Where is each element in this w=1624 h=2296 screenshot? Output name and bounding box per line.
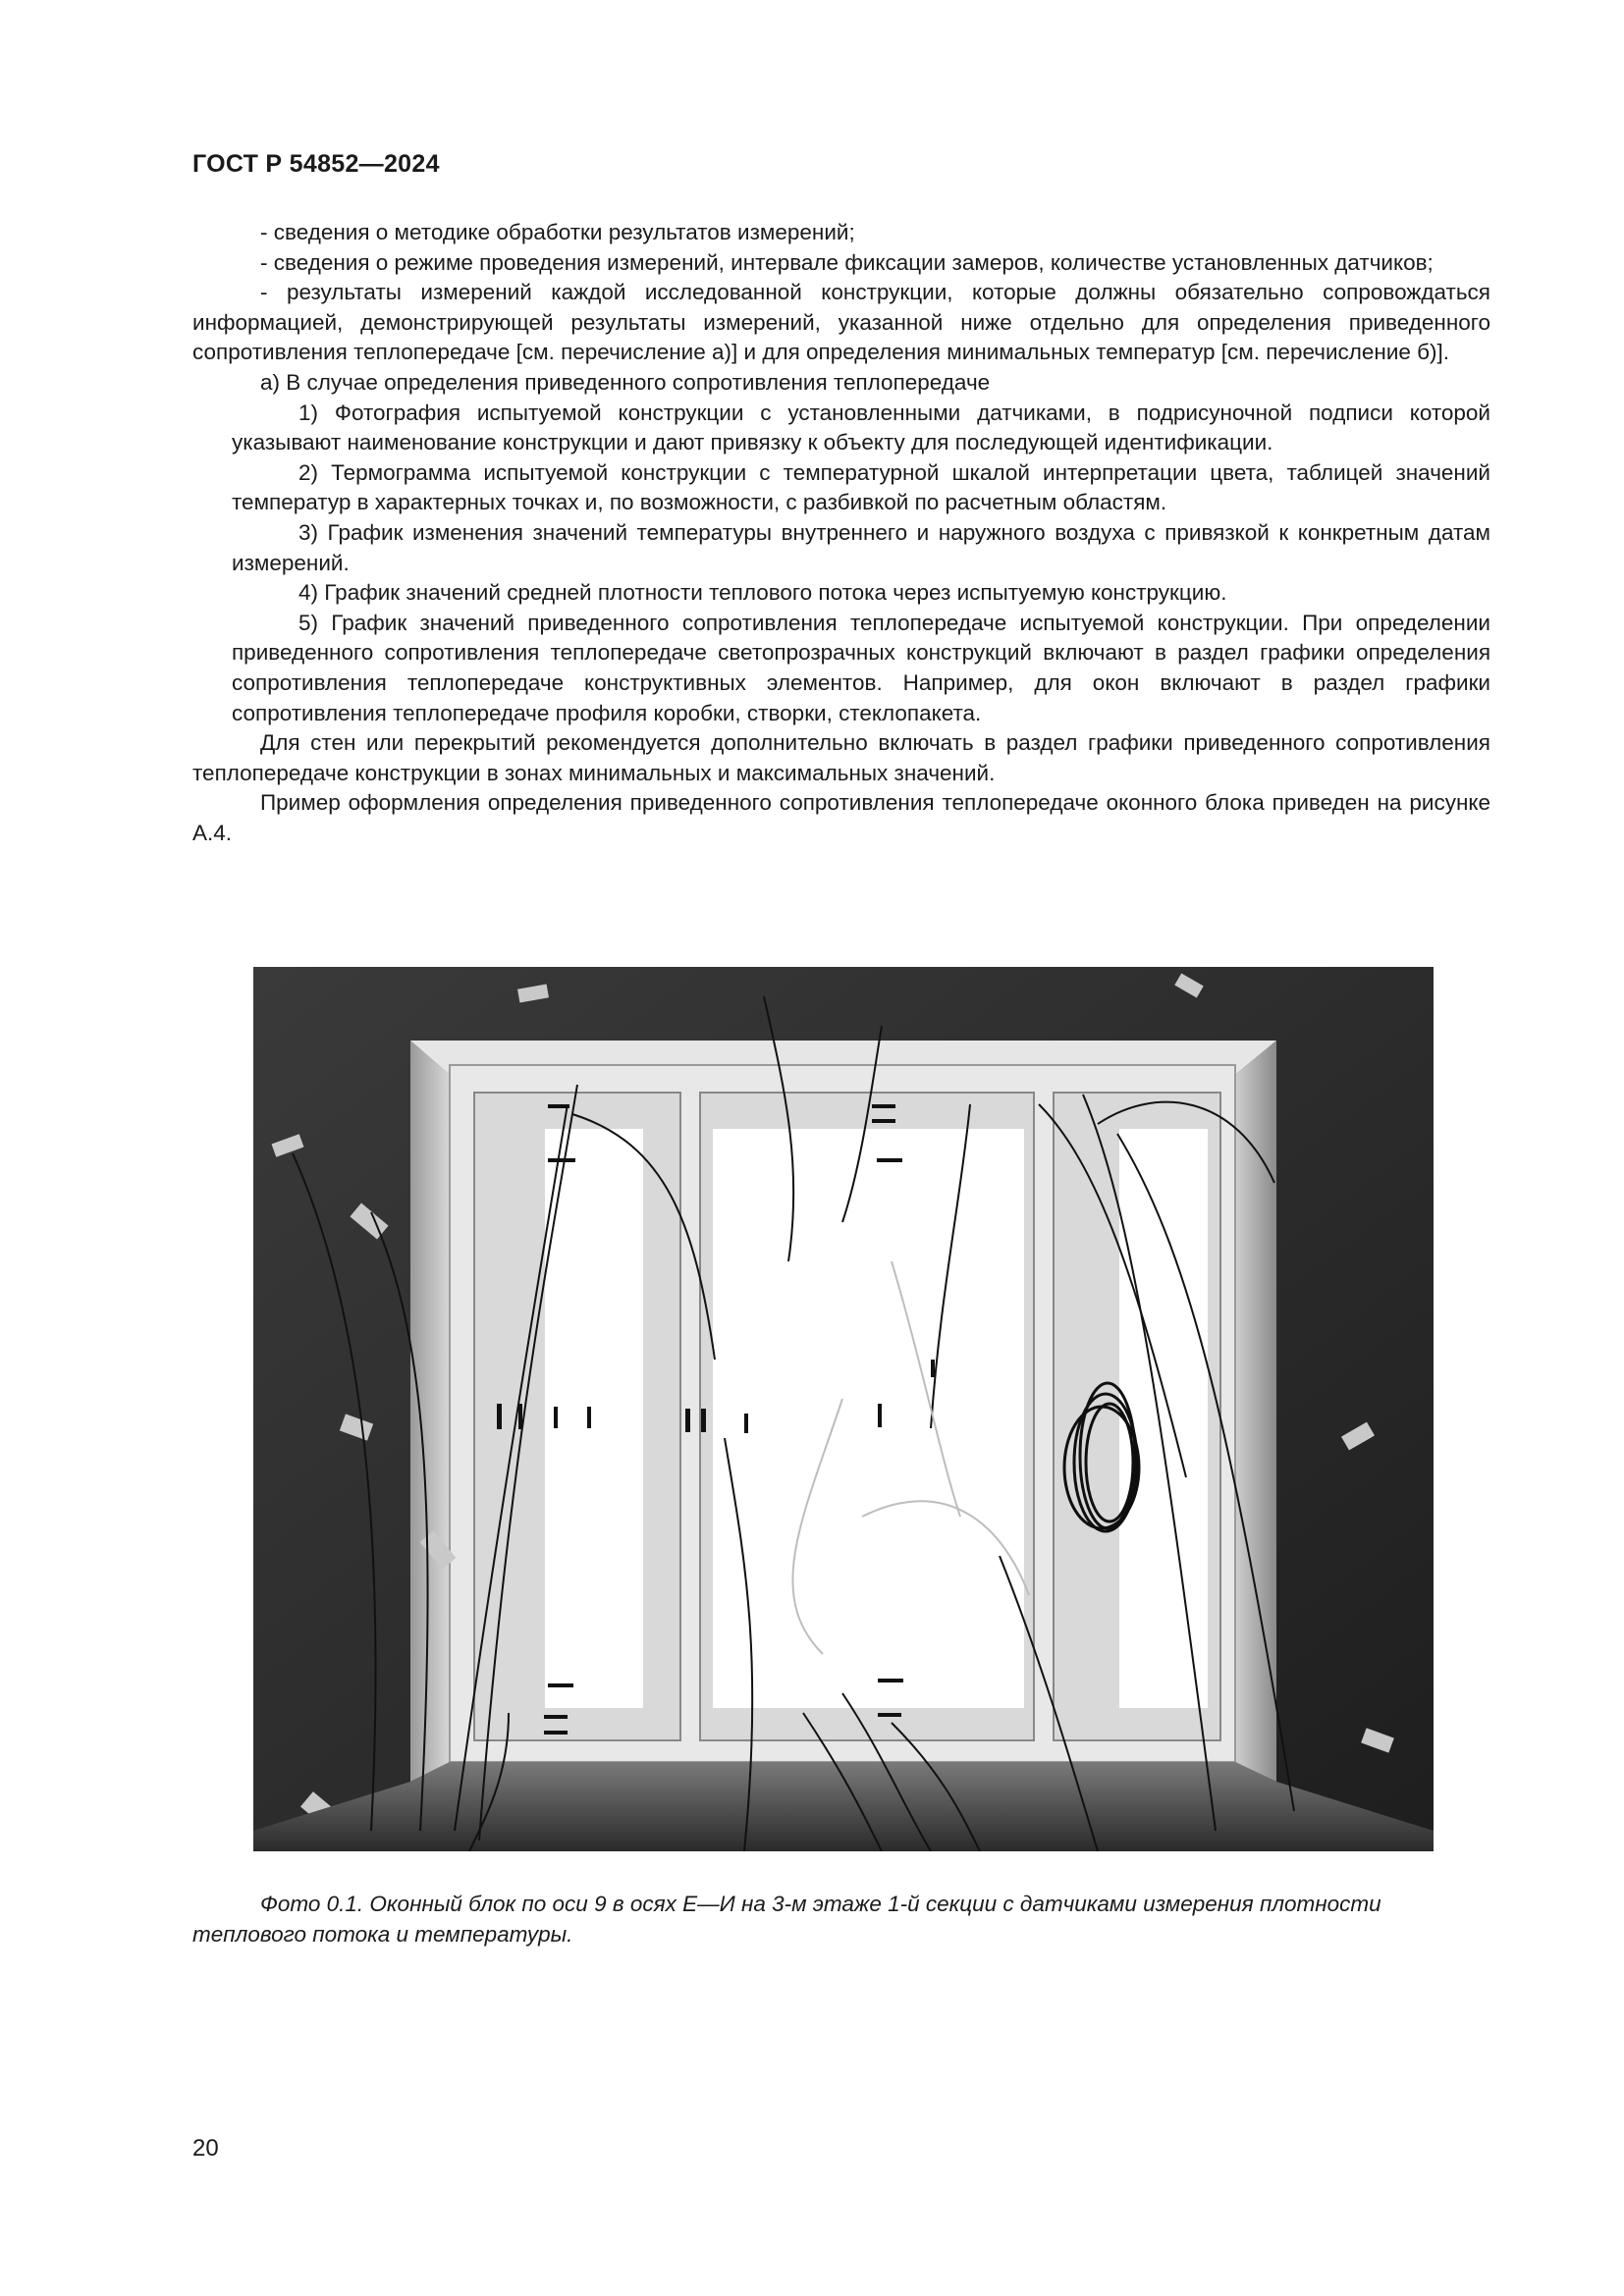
subitem-3-air-temperature-graph: 3) График изменения значений температуры внутреннего и наружного воздуха с привязкой к конкретным датам измерений.: [232, 519, 1490, 575]
item-a: а) В случае определения приведенного сопротивления теплопередаче: [260, 369, 991, 395]
window-photo-illustration: [253, 967, 1434, 1851]
reveal-left: [410, 1041, 450, 1782]
bullet-measurement-results: - результаты измерений каждой исследованной конструкции, которые должны обязательно сопровождаться информацией, демонстрирующей результаты измерений, указанной ниже отдельно для определения приведенного сопротивления теплопередаче [см. перечисление а)] и для определения минимальных температур [см. перечисление б)].: [192, 280, 1490, 365]
page-number: 20: [192, 2135, 219, 2162]
document-header: ГОСТ Р 54852—2024: [192, 150, 440, 178]
glass-left: [545, 1129, 643, 1708]
glass-middle: [713, 1129, 1024, 1708]
subitem-5-resistance-graph: 5) График значений приведенного сопротивления теплопередаче испытуемой конструкции. При определении приведенного сопротивления теплопередаче светопрозрачных конструкций включают в раздел графики определения сопротивления теплопередаче конструктивных элементов. Например, для окон включают в раздел графики сопротивления теплопередаче профиля коробки, створки, стеклопакета.: [232, 610, 1490, 725]
bullet-measurement-mode: - сведения о режиме проведения измерений, интервале фиксации замеров, количестве установленных датчиков;: [260, 249, 1434, 275]
figure-caption: Фото 0.1. Оконный блок по оси 9 в осях Е—И на 3-м этаже 1-й секции с датчиками измерения плотности теплового потока и температуры.: [192, 1892, 1381, 1947]
subitem-1-photo: 1) Фотография испытуемой конструкции с установленными датчиками, в подрисуночной подписи которой указывают наименование конструкции и дают привязку к объекту для последующей идентификации.: [232, 400, 1490, 455]
paragraph-example: Пример оформления определения приведенного сопротивления теплопередаче оконного блока приведен на рисунке А.4.: [192, 790, 1490, 845]
bullet-processing-method: - сведения о методике обработки результатов измерений;: [260, 220, 855, 244]
window-sill: [253, 1762, 1434, 1851]
subitem-2-thermogram: 2) Термограмма испытуемой конструкции с температурной шкалой интерпретации цвета, таблицей значений температур в характерных точках и, по возможности, с разбивкой по расчетным областям.: [232, 459, 1490, 515]
window-photo: [253, 967, 1434, 1851]
document-body: [192, 218, 1490, 848]
paragraph-walls: Для стен или перекрытий рекомендуется дополнительно включать в раздел графики приведенного сопротивления теплопередаче конструкции в зонах минимальных и максимальных значений.: [192, 730, 1490, 785]
subitem-4-heat-flux-graph: 4) График значений средней плотности теплового потока через испытуемую конструкцию.: [298, 580, 1227, 606]
